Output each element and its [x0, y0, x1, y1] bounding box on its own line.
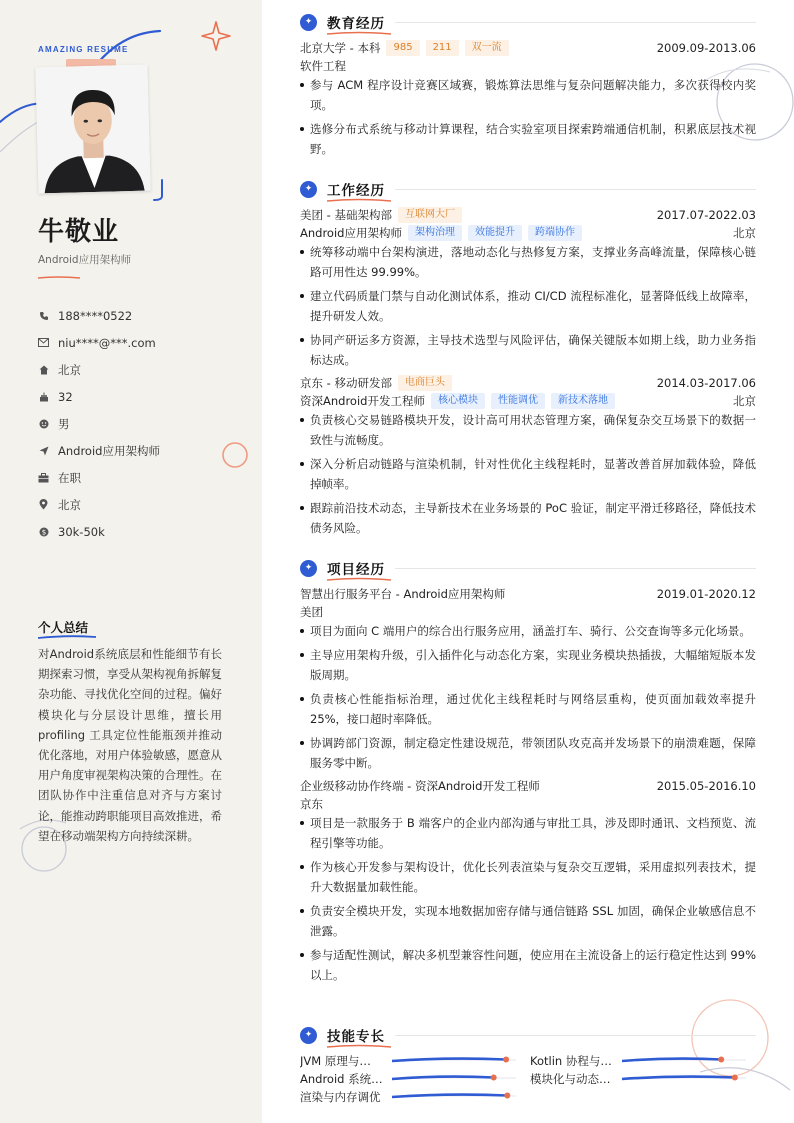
list-item: 主导应用架构升级，引入插件化与动态化方案，实现业务模块热插拔，大幅缩短版本发版周期。	[300, 645, 756, 685]
star-icon: ✦	[300, 560, 317, 577]
job-role-row	[300, 392, 756, 410]
list-item: 跟踪前沿技术动态，主导新技术在业务场景的 PoC 验证，制定平滑迁移路径，降低技术债务风险。	[300, 498, 756, 538]
tag: 核心模块	[431, 393, 485, 409]
list-item: 项目为面向 C 端用户的综合出行服务应用，涵盖打车、骑行、公交查询等多元化场景。	[300, 621, 756, 641]
projects-section	[300, 556, 756, 989]
tag: 互联网大厂	[398, 207, 462, 223]
list-item: 项目是一款服务于 B 端客户的企业内部沟通与审批工具，涉及即时通讯、文档预览、流程引擎等功能。	[300, 813, 756, 853]
project-company: 京东	[300, 797, 323, 811]
date-range: 2017.07-2022.03	[656, 208, 756, 222]
list-item: 协调跨部门资源，制定稳定性建设规范，带领团队攻克高并发场景下的崩溃难题，保障服务零中断。	[300, 733, 756, 773]
list-item: 负责核心性能指标治理，通过优化主线程耗时与网络层重构，使页面加载效率提升 25%，接口超时率降低。	[300, 689, 756, 729]
skill-name: JVM 原理与…	[300, 1054, 371, 1068]
info-status	[38, 464, 238, 491]
list-item: 负责安全模块开发，实现本地数据加密存储与通信链路 SSL 加固，确保企业敏感信息不泄露。	[300, 901, 756, 941]
sidebar	[0, 0, 262, 1123]
tag: 效能提升	[468, 225, 522, 241]
tag: 架构治理	[408, 225, 462, 241]
list-item: 参与适配性测试，解决多机型兼容性问题，使应用在主流设备上的运行稳定性达到 99% 以上。	[300, 945, 756, 985]
skill-name: Kotlin 协程与…	[530, 1054, 612, 1068]
job-entry	[300, 206, 756, 370]
star-icon: ✦	[300, 14, 317, 31]
project-name: 智慧出行服务平台 - Android应用架构师	[300, 587, 506, 601]
skill-item	[300, 1052, 390, 1070]
section-divider	[395, 22, 756, 23]
company-name: 美团 - 基础架构部	[300, 208, 392, 222]
avatar	[35, 65, 150, 194]
section-underline	[327, 577, 391, 582]
education-section	[300, 10, 756, 163]
bullet-list	[300, 242, 756, 370]
date-range: 2015.05-2016.10	[656, 779, 756, 793]
list-item: 参与 ACM 程序设计竞赛区域赛，锻炼算法思维与复杂问题解决能力，多次获得校内奖项。	[300, 75, 756, 115]
skill-item	[530, 1070, 620, 1088]
skill-item	[300, 1088, 390, 1106]
tag: 跨端协作	[528, 225, 582, 241]
tag: 性能调优	[491, 393, 545, 409]
project-header	[300, 777, 756, 795]
section-underline	[327, 31, 391, 36]
info-text: 30k-50k	[58, 524, 105, 539]
summary-underline	[38, 634, 96, 640]
project-header	[300, 585, 756, 603]
briefcase-icon	[38, 472, 49, 483]
section-header	[300, 556, 756, 580]
work-section	[300, 177, 756, 542]
bullet-list	[300, 621, 756, 773]
info-text: 188****0522	[58, 308, 133, 323]
photo-frame	[36, 58, 152, 194]
send-icon	[38, 445, 49, 456]
cake-icon	[38, 391, 49, 402]
location-icon	[38, 499, 49, 510]
info-email	[38, 329, 238, 356]
job-city: 北京	[733, 394, 756, 408]
education-row	[300, 39, 756, 57]
job-header	[300, 206, 756, 224]
job-header	[300, 374, 756, 392]
company-name: 京东 - 移动研发部	[300, 376, 392, 390]
info-text: 北京	[58, 362, 81, 377]
skill-name: 渲染与内存调优	[300, 1090, 381, 1104]
profile-name: 牛敬业	[38, 217, 120, 247]
section-title: 项目经历	[327, 562, 385, 578]
skill-item	[300, 1070, 390, 1088]
bullet-list	[300, 75, 756, 159]
skill-level-bar	[392, 1091, 522, 1101]
info-text: 男	[58, 416, 70, 431]
phone-icon	[38, 310, 49, 321]
info-location	[38, 491, 238, 518]
summary-title: 个人总结	[38, 620, 89, 635]
section-title: 教育经历	[327, 16, 385, 32]
brand-label: AMAZING RESUME	[38, 45, 129, 54]
role-name: 资深Android开发工程师	[300, 394, 425, 408]
info-text: 32	[58, 389, 73, 404]
info-text: 在职	[58, 470, 81, 485]
info-text: niu****@***.com	[58, 335, 156, 350]
info-text: Android应用架构师	[58, 443, 160, 458]
list-item: 统筹移动端中台架构演进，落地动态化与热修复方案，支撑业务高峰流量，保障核心链路可用性达 99.99%。	[300, 242, 756, 282]
info-salary	[38, 518, 238, 545]
job-city: 北京	[733, 226, 756, 240]
skill-level-bar	[392, 1055, 522, 1065]
skill-level-bar	[622, 1073, 752, 1083]
home-icon	[38, 364, 49, 375]
date-range: 2014.03-2017.06	[656, 376, 756, 390]
info-phone	[38, 302, 238, 329]
date-range: 2009.09-2013.06	[656, 41, 756, 55]
tag: 新技术落地	[551, 393, 615, 409]
star-icon: ✦	[300, 181, 317, 198]
mail-icon	[38, 337, 49, 348]
info-age	[38, 383, 238, 410]
smile-icon	[38, 418, 49, 429]
section-title: 技能专长	[327, 1029, 385, 1045]
title-underline	[38, 276, 80, 279]
section-title: 工作经历	[327, 183, 385, 199]
project-company: 美团	[300, 605, 323, 619]
skills-list	[300, 1052, 756, 1112]
list-item: 作为核心开发参与架构设计，优化长列表渲染与复杂交互逻辑，采用虚拟列表技术，提升大数据量加载性能。	[300, 857, 756, 897]
list-item: 选修分布式系统与移动计算课程，结合实验室项目探索跨端通信机制，积累底层技术视野。	[300, 119, 756, 159]
job-entry	[300, 374, 756, 538]
project-name: 企业级移动协作终端 - 资深Android开发工程师	[300, 779, 540, 793]
list-item: 协同产研运多方资源，主导技术选型与风险评估，确保关键版本如期上线，助力业务指标达成。	[300, 330, 756, 370]
summary-text: 对Android系统底层和性能细节有长期探索习惯，享受从架构视角拆解复杂功能、寻找优化空间的过程。偏好模块化与分层设计思维，擅长用 profiling 工具定位性能瓶颈并推动优化落地，对用户体验敏感，愿意从用户角度审视架构决策的合理性。在团队协作中注重信息对齐与方案讨论，能推动跨职能项目高效推进，希望在移动端架构方向持续深耕。	[38, 647, 222, 843]
section-divider	[395, 568, 756, 569]
info-target-role	[38, 437, 238, 464]
skill-name: 模块化与动态…	[530, 1072, 611, 1086]
section-header	[300, 1023, 756, 1047]
sparkle-icon	[200, 20, 232, 52]
info-city	[38, 356, 238, 383]
major: 软件工程	[300, 59, 346, 73]
svg-text:$: $	[41, 528, 46, 537]
skills-section	[300, 1023, 756, 1047]
tag: 电商巨头	[398, 375, 452, 391]
school-name: 北京大学 - 本科	[300, 41, 381, 55]
skill-item	[530, 1052, 620, 1070]
job-role-row	[300, 224, 756, 242]
skill-level-bar	[392, 1073, 522, 1083]
deco-corner	[150, 178, 170, 204]
info-text: 北京	[58, 497, 81, 512]
section-divider	[395, 189, 756, 190]
bullet-list	[300, 813, 756, 985]
project-entry	[300, 585, 756, 773]
section-underline	[327, 1044, 391, 1049]
section-header	[300, 177, 756, 201]
tag: 985	[386, 40, 419, 56]
star-icon: ✦	[300, 1027, 317, 1044]
profile-title: Android应用架构师	[38, 254, 132, 266]
date-range: 2019.01-2020.12	[656, 587, 756, 601]
contact-info-list	[38, 302, 238, 545]
money-icon	[38, 526, 49, 537]
skill-name: Android 系统…	[300, 1072, 383, 1086]
bullet-list	[300, 410, 756, 538]
role-name: Android应用架构师	[300, 226, 402, 240]
section-divider	[395, 1035, 756, 1036]
info-gender	[38, 410, 238, 437]
section-header	[300, 10, 756, 34]
main-content	[300, 0, 756, 1123]
skill-level-bar	[622, 1055, 752, 1065]
tag: 双一流	[465, 40, 509, 56]
section-underline	[327, 198, 391, 203]
list-item: 深入分析启动链路与渲染机制，针对性优化主线程耗时，显著改善首屏加载体验，降低掉帧率。	[300, 454, 756, 494]
list-item: 负责核心交易链路模块开发，设计高可用状态管理方案，确保复杂交互场景下的数据一致性与流畅度。	[300, 410, 756, 450]
tag: 211	[426, 40, 459, 56]
project-entry	[300, 777, 756, 985]
list-item: 建立代码质量门禁与自动化测试体系，推动 CI/CD 流程标准化，显著降低线上故障率，提升研发人效。	[300, 286, 756, 326]
